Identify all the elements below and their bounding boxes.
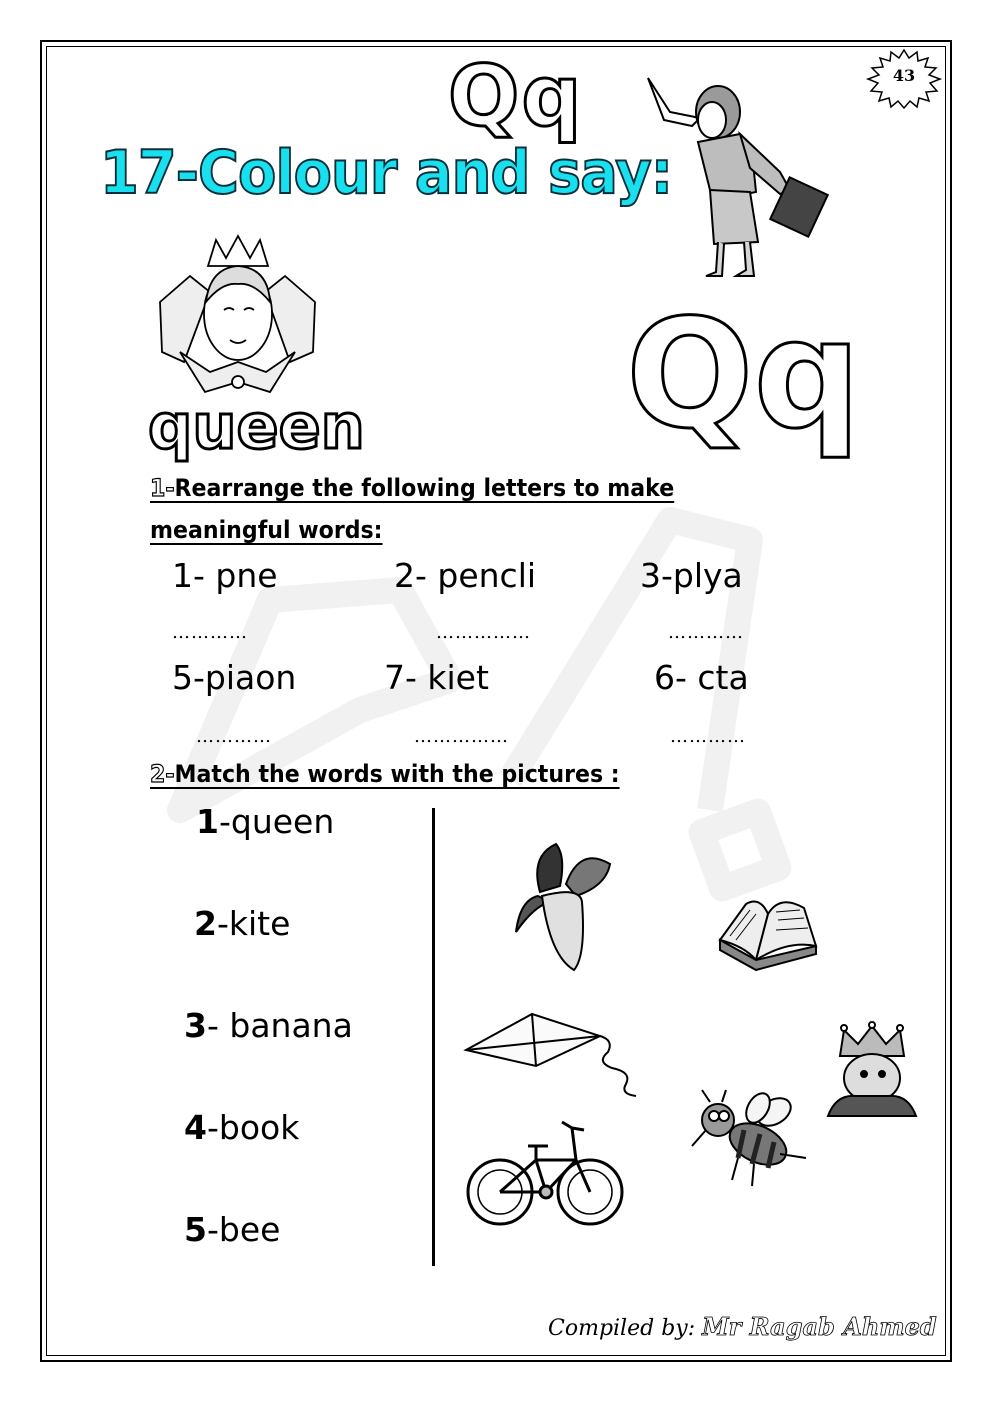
banana-picture[interactable] bbox=[510, 836, 620, 972]
answer-blank[interactable]: …………… bbox=[436, 622, 531, 643]
match-word-kite[interactable]: 2-kite bbox=[194, 904, 291, 943]
letters-qq-top: Qq bbox=[448, 47, 584, 145]
queen-picture[interactable] bbox=[826, 1022, 918, 1118]
scrambled-word: 3-plya bbox=[640, 556, 743, 595]
kite-picture[interactable] bbox=[464, 1010, 648, 1100]
scrambled-word: 1- pne bbox=[172, 556, 278, 595]
answer-blank[interactable]: …………… bbox=[414, 726, 509, 747]
scrambled-word: 5-piaon bbox=[172, 658, 297, 697]
exercise1-instruction bbox=[150, 474, 674, 502]
footer-author: Mr Ragab Ahmed bbox=[702, 1312, 937, 1341]
answer-blank[interactable]: ………… bbox=[670, 726, 746, 747]
exercise1-instruction-line2: meaningful words: bbox=[150, 516, 383, 544]
exercise1-number: 1- bbox=[150, 474, 175, 502]
answer-blank[interactable]: ………… bbox=[668, 622, 744, 643]
exercise2-instruction bbox=[150, 760, 620, 788]
answer-blank[interactable]: ………… bbox=[172, 622, 248, 643]
match-word-book[interactable]: 4-book bbox=[184, 1108, 300, 1147]
exercise1-instruction-text: Rearrange the following letters to make bbox=[174, 474, 675, 502]
match-word-queen[interactable]: 1-queen bbox=[196, 802, 335, 841]
bee-picture[interactable] bbox=[688, 1088, 810, 1192]
footer-prefix: Compiled by: bbox=[548, 1316, 703, 1341]
book-picture[interactable] bbox=[716, 890, 820, 972]
queen-illustration bbox=[150, 232, 325, 404]
letters-qq-big: Qq bbox=[626, 288, 861, 462]
bicycle-picture[interactable] bbox=[466, 1116, 626, 1230]
exercise2-number: 2- bbox=[150, 760, 175, 788]
match-word-bee[interactable]: 5-bee bbox=[184, 1210, 281, 1249]
match-word-banana[interactable]: 3- banana bbox=[184, 1006, 353, 1045]
answer-blank[interactable]: ………… bbox=[196, 726, 272, 747]
footer-credit bbox=[548, 1312, 937, 1341]
exercise2-instruction-text: Match the words with the pictures : bbox=[174, 760, 620, 788]
page-title: 17-Colour and say: bbox=[100, 138, 673, 208]
scrambled-word: 2- pencli bbox=[394, 556, 537, 595]
page-number: 43 bbox=[892, 66, 916, 85]
word-queen: queen bbox=[148, 390, 365, 463]
column-divider bbox=[432, 808, 435, 1266]
scrambled-word: 6- cta bbox=[654, 658, 749, 697]
scrambled-word: 7- kiet bbox=[384, 658, 489, 697]
